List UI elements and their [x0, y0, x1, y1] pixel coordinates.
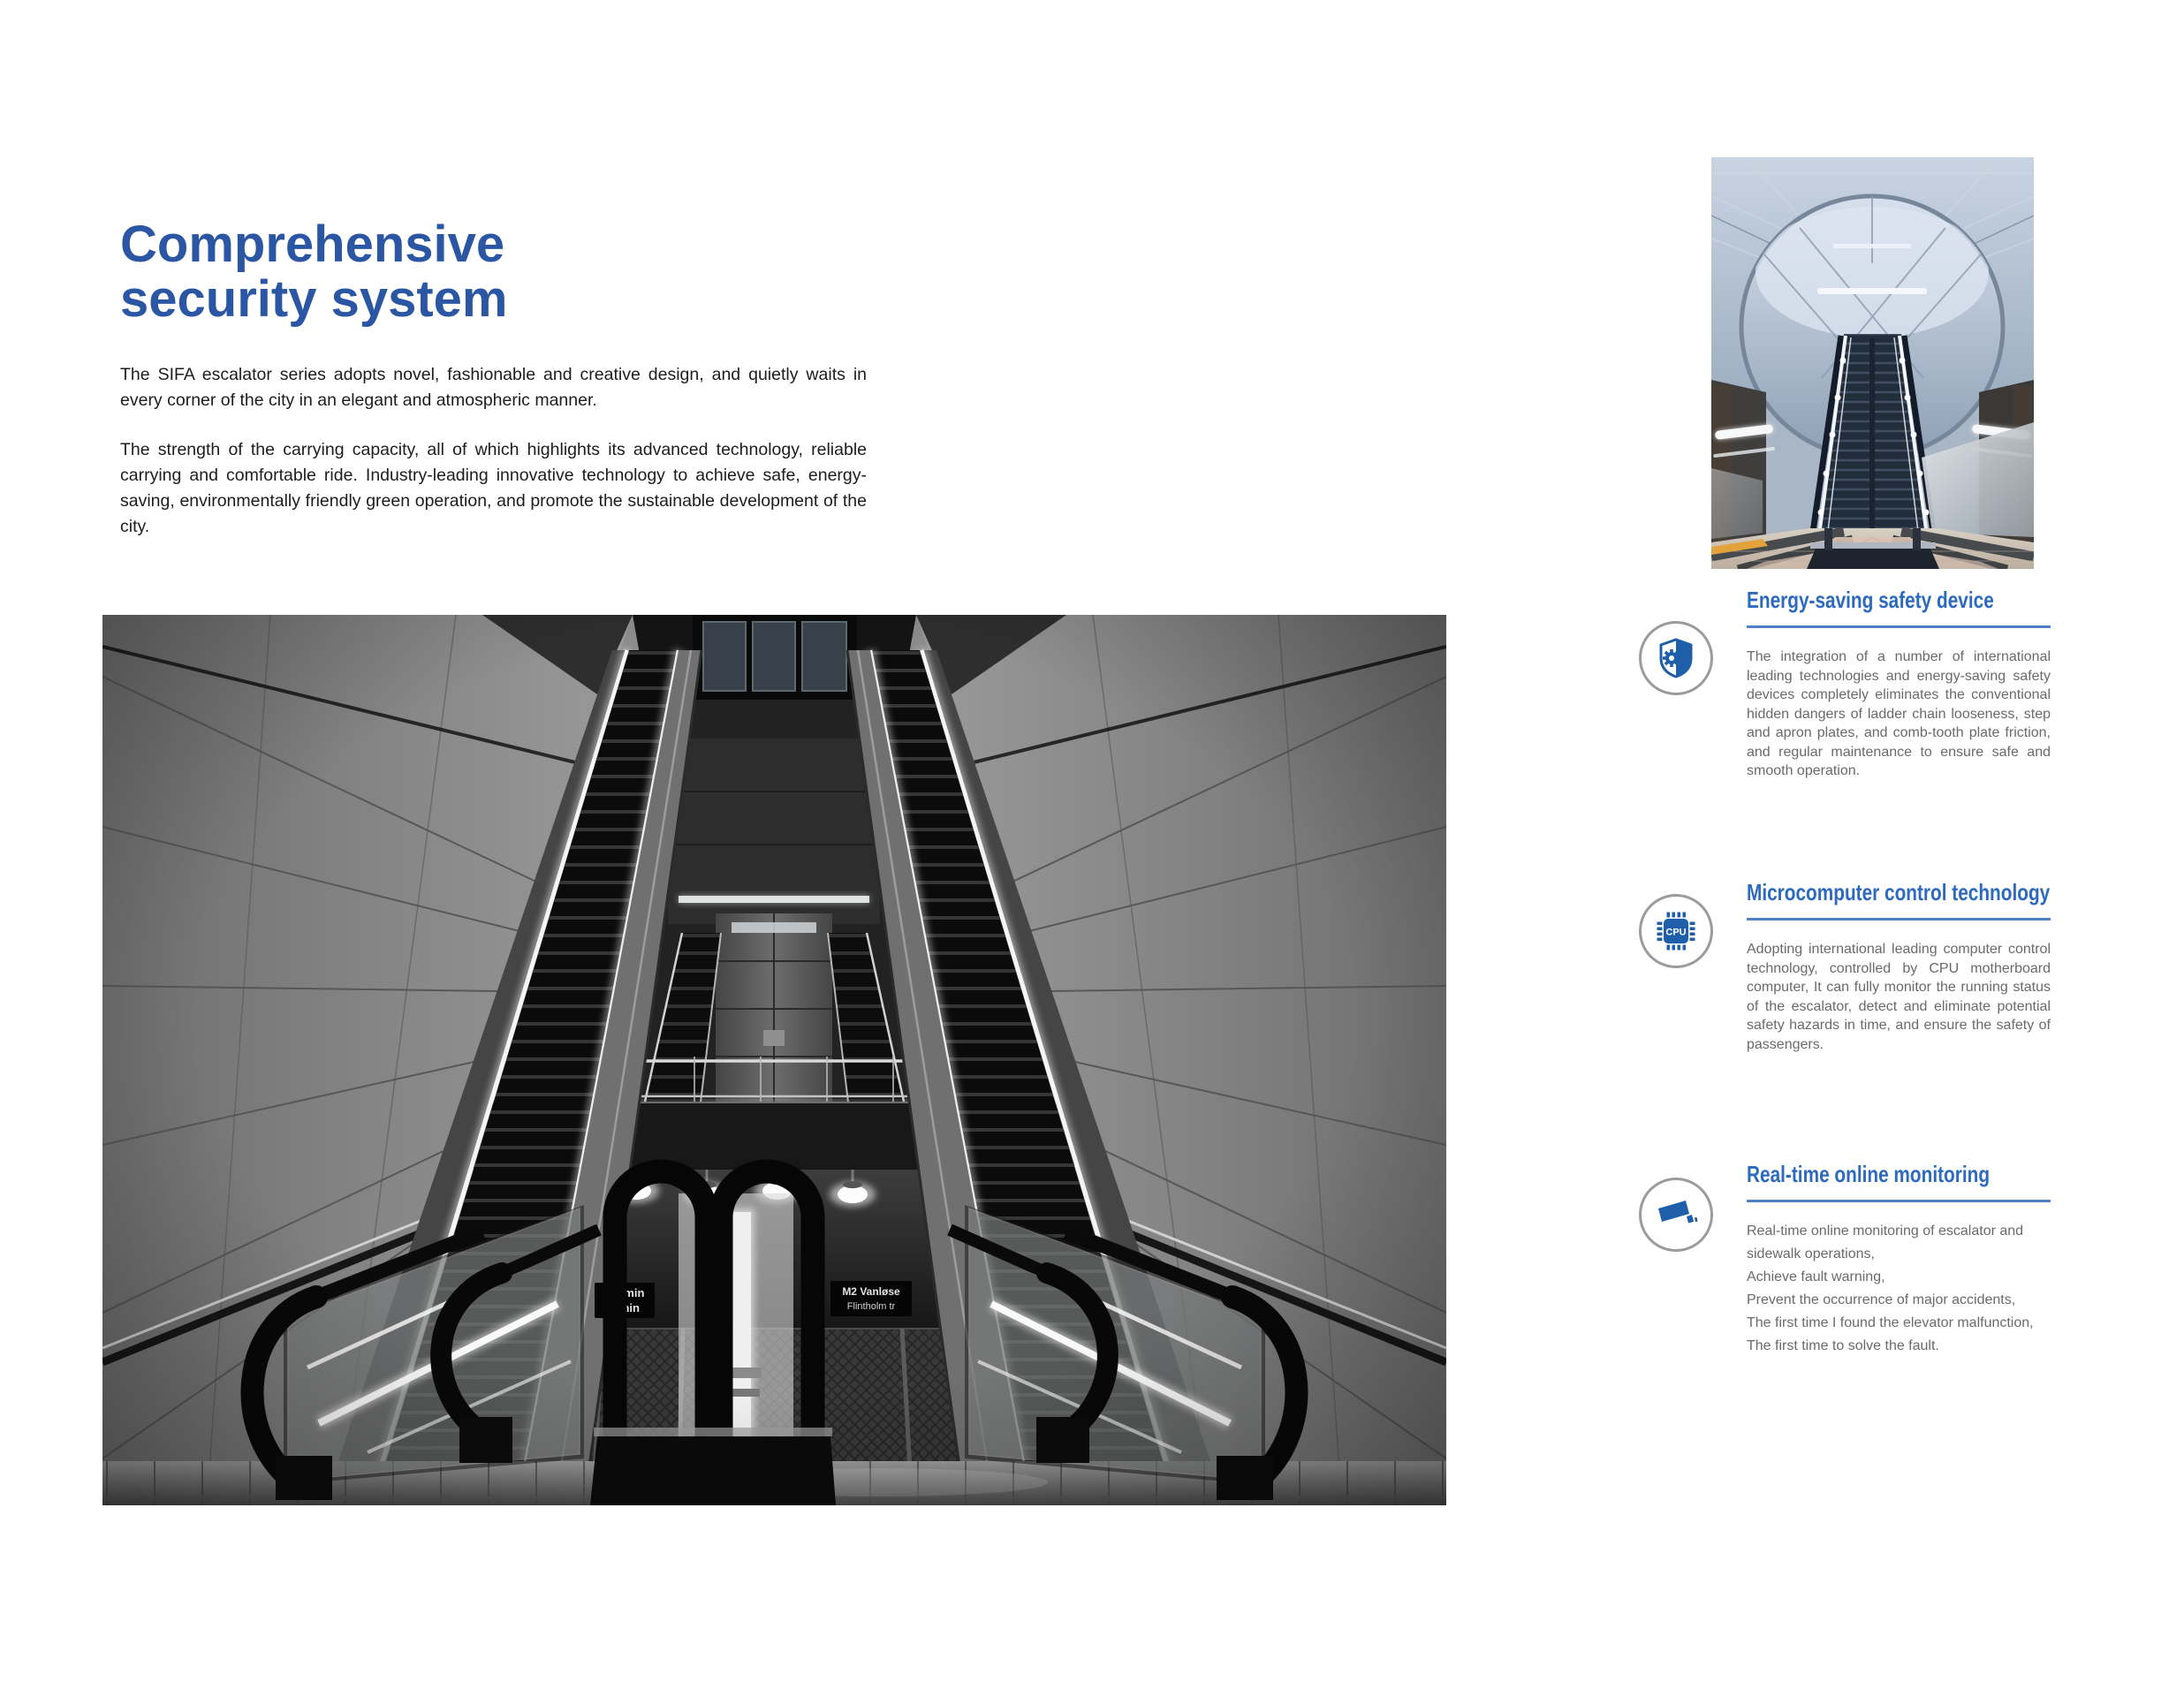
- feature-1-body: The integration of a number of international leading technologies and energy-saving safety devices completely eliminates the conventional hidden dangers of ladder chain looseness, step and apron plates, and comb-tooth plate friction, and regular maintenance to ensure safe and smooth operation.: [1747, 649, 2051, 778]
- cpu-icon: [1653, 908, 1699, 954]
- monitoring-line-5: The first time to solve the fault.: [1747, 1338, 1939, 1353]
- feature-2-underline: [1747, 918, 2051, 921]
- shield-gear-icon: [1653, 635, 1699, 681]
- intro-paragraph-2: The strength of the carrying capacity, all of which highlights its advanced technology, reliable carrying and comfortable ride. Industry-leading innovative technology to achieve safe, energy-saving, environmentally friendly green operation, and promote the sustainable development of the city.: [120, 440, 867, 536]
- intro-paragraphs: [120, 362, 867, 564]
- feature-energy-saving: [1747, 587, 2051, 781]
- page-title: [120, 217, 507, 327]
- monitoring-line-1: Real-time online monitoring of escalator and sidewalk operations,: [1747, 1224, 2024, 1262]
- feature-3-title: Real-time online monitoring: [1747, 1161, 1991, 1187]
- monitoring-line-4: The first time I found the elevator malfunction,: [1747, 1315, 2034, 1330]
- cpu-icon-label: CPU: [1665, 927, 1687, 938]
- intro-paragraph-1: The SIFA escalator series adopts novel, fashionable and creative design, and quietly waits in every corner of the city in an elegant and atmospheric manner.: [120, 365, 867, 410]
- side-escalator-photo: [1711, 157, 2034, 569]
- feature-3-icon-circle: [1639, 1178, 1713, 1252]
- feature-2-title: Microcomputer control technology: [1747, 879, 2051, 905]
- feature-3-underline: [1747, 1200, 2051, 1202]
- surveillance-camera-icon: [1653, 1192, 1699, 1238]
- feature-2-icon-circle: [1639, 894, 1713, 968]
- feature-3-lines: [1747, 1220, 2051, 1358]
- page-title-line1: Comprehensive: [120, 216, 505, 273]
- main-escalator-photo: [102, 615, 1446, 1505]
- feature-1-title: Energy-saving safety device: [1747, 587, 1994, 613]
- side-photo-illustration: [1711, 157, 2034, 569]
- feature-1-icon-circle: [1639, 621, 1713, 695]
- feature-1-underline: [1747, 625, 2051, 628]
- page-title-line2: security system: [120, 270, 508, 328]
- main-photo-illustration: [102, 615, 1446, 1505]
- feature-microcomputer: [1747, 879, 2051, 1054]
- monitoring-line-2: Achieve fault warning,: [1747, 1269, 1885, 1284]
- feature-monitoring: [1747, 1161, 2051, 1358]
- monitoring-line-3: Prevent the occurrence of major accidents,: [1747, 1292, 2016, 1307]
- feature-2-body: Adopting international leading computer control technology, controlled by CPU motherboard computer, It can fully monitor the running status of the escalator, detect and eliminate potential safety hazards in time, and ensure the safety of passengers.: [1747, 942, 2051, 1052]
